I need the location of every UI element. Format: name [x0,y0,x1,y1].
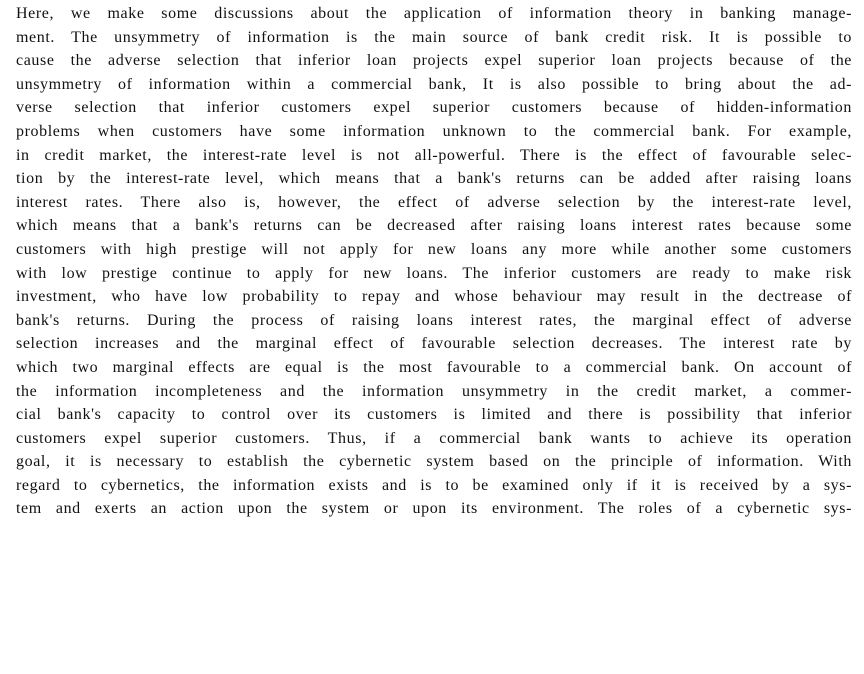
text-line: customers with high prestige will not apply for new loans any more while another some customers [16,240,852,258]
text-line: cause the adverse selection that inferior loan projects expel superior loan projects because of the [16,52,852,70]
text-line: which means that a bank's returns can be decreased after raising loans interest rates because some [16,217,852,235]
text-line: the information incompleteness and the information unsymmetry in the credit market, a commer- [16,382,852,400]
text-line: customers expel superior customers. Thus, if a commercial bank wants to achieve its operation [16,429,852,447]
text-line: unsymmetry of information within a commercial bank, It is also possible to bring about the ad- [16,75,852,93]
text-line: verse selection that inferior customers expel superior customers because of hidden-information [16,99,852,117]
text-line: investment, who have low probability to repay and whose behaviour may result in the dectrease of [16,288,852,306]
text-line: problems when customers have some information unknown to the commercial bank. For example, [16,122,852,140]
text-line: regard to cybernetics, the information exists and is to be examined only if it is received by a sys- [16,476,852,494]
body-paragraph [16,2,852,521]
text-line: Here, we make some discussions about the application of information theory in banking manage- [16,5,852,22]
text-line: interest rates. There also is, however, the effect of adverse selection by the interest-rate level, [16,193,852,211]
text-line: bank's returns. During the process of raising loans interest rates, the marginal effect of adverse [16,311,852,329]
text-line: selection increases and the marginal effect of favourable selection decreases. The interest rate by [16,335,852,353]
text-line: in credit market, the interest-rate level is not all-powerful. There is the effect of favourable selec- [16,146,852,164]
text-line: tem and exerts an action upon the system or upon its environment. The roles of a cybernetic sys- [16,500,852,518]
text-line: with low prestige continue to apply for new loans. The inferior customers are ready to make risk [16,264,852,282]
text-line: cial bank's capacity to control over its customers is limited and there is possibility that inferior [16,406,852,424]
text-line: ment. The unsymmetry of information is the main source of bank credit risk. It is possible to [16,28,852,46]
text-line: which two marginal effects are equal is the most favourable to a commercial bank. On account of [16,358,852,376]
text-line: goal, it is necessary to establish the cybernetic system based on the principle of information. With [16,453,852,471]
text-line: tion by the interest-rate level, which means that a bank's returns can be added after raising loans [16,170,852,188]
